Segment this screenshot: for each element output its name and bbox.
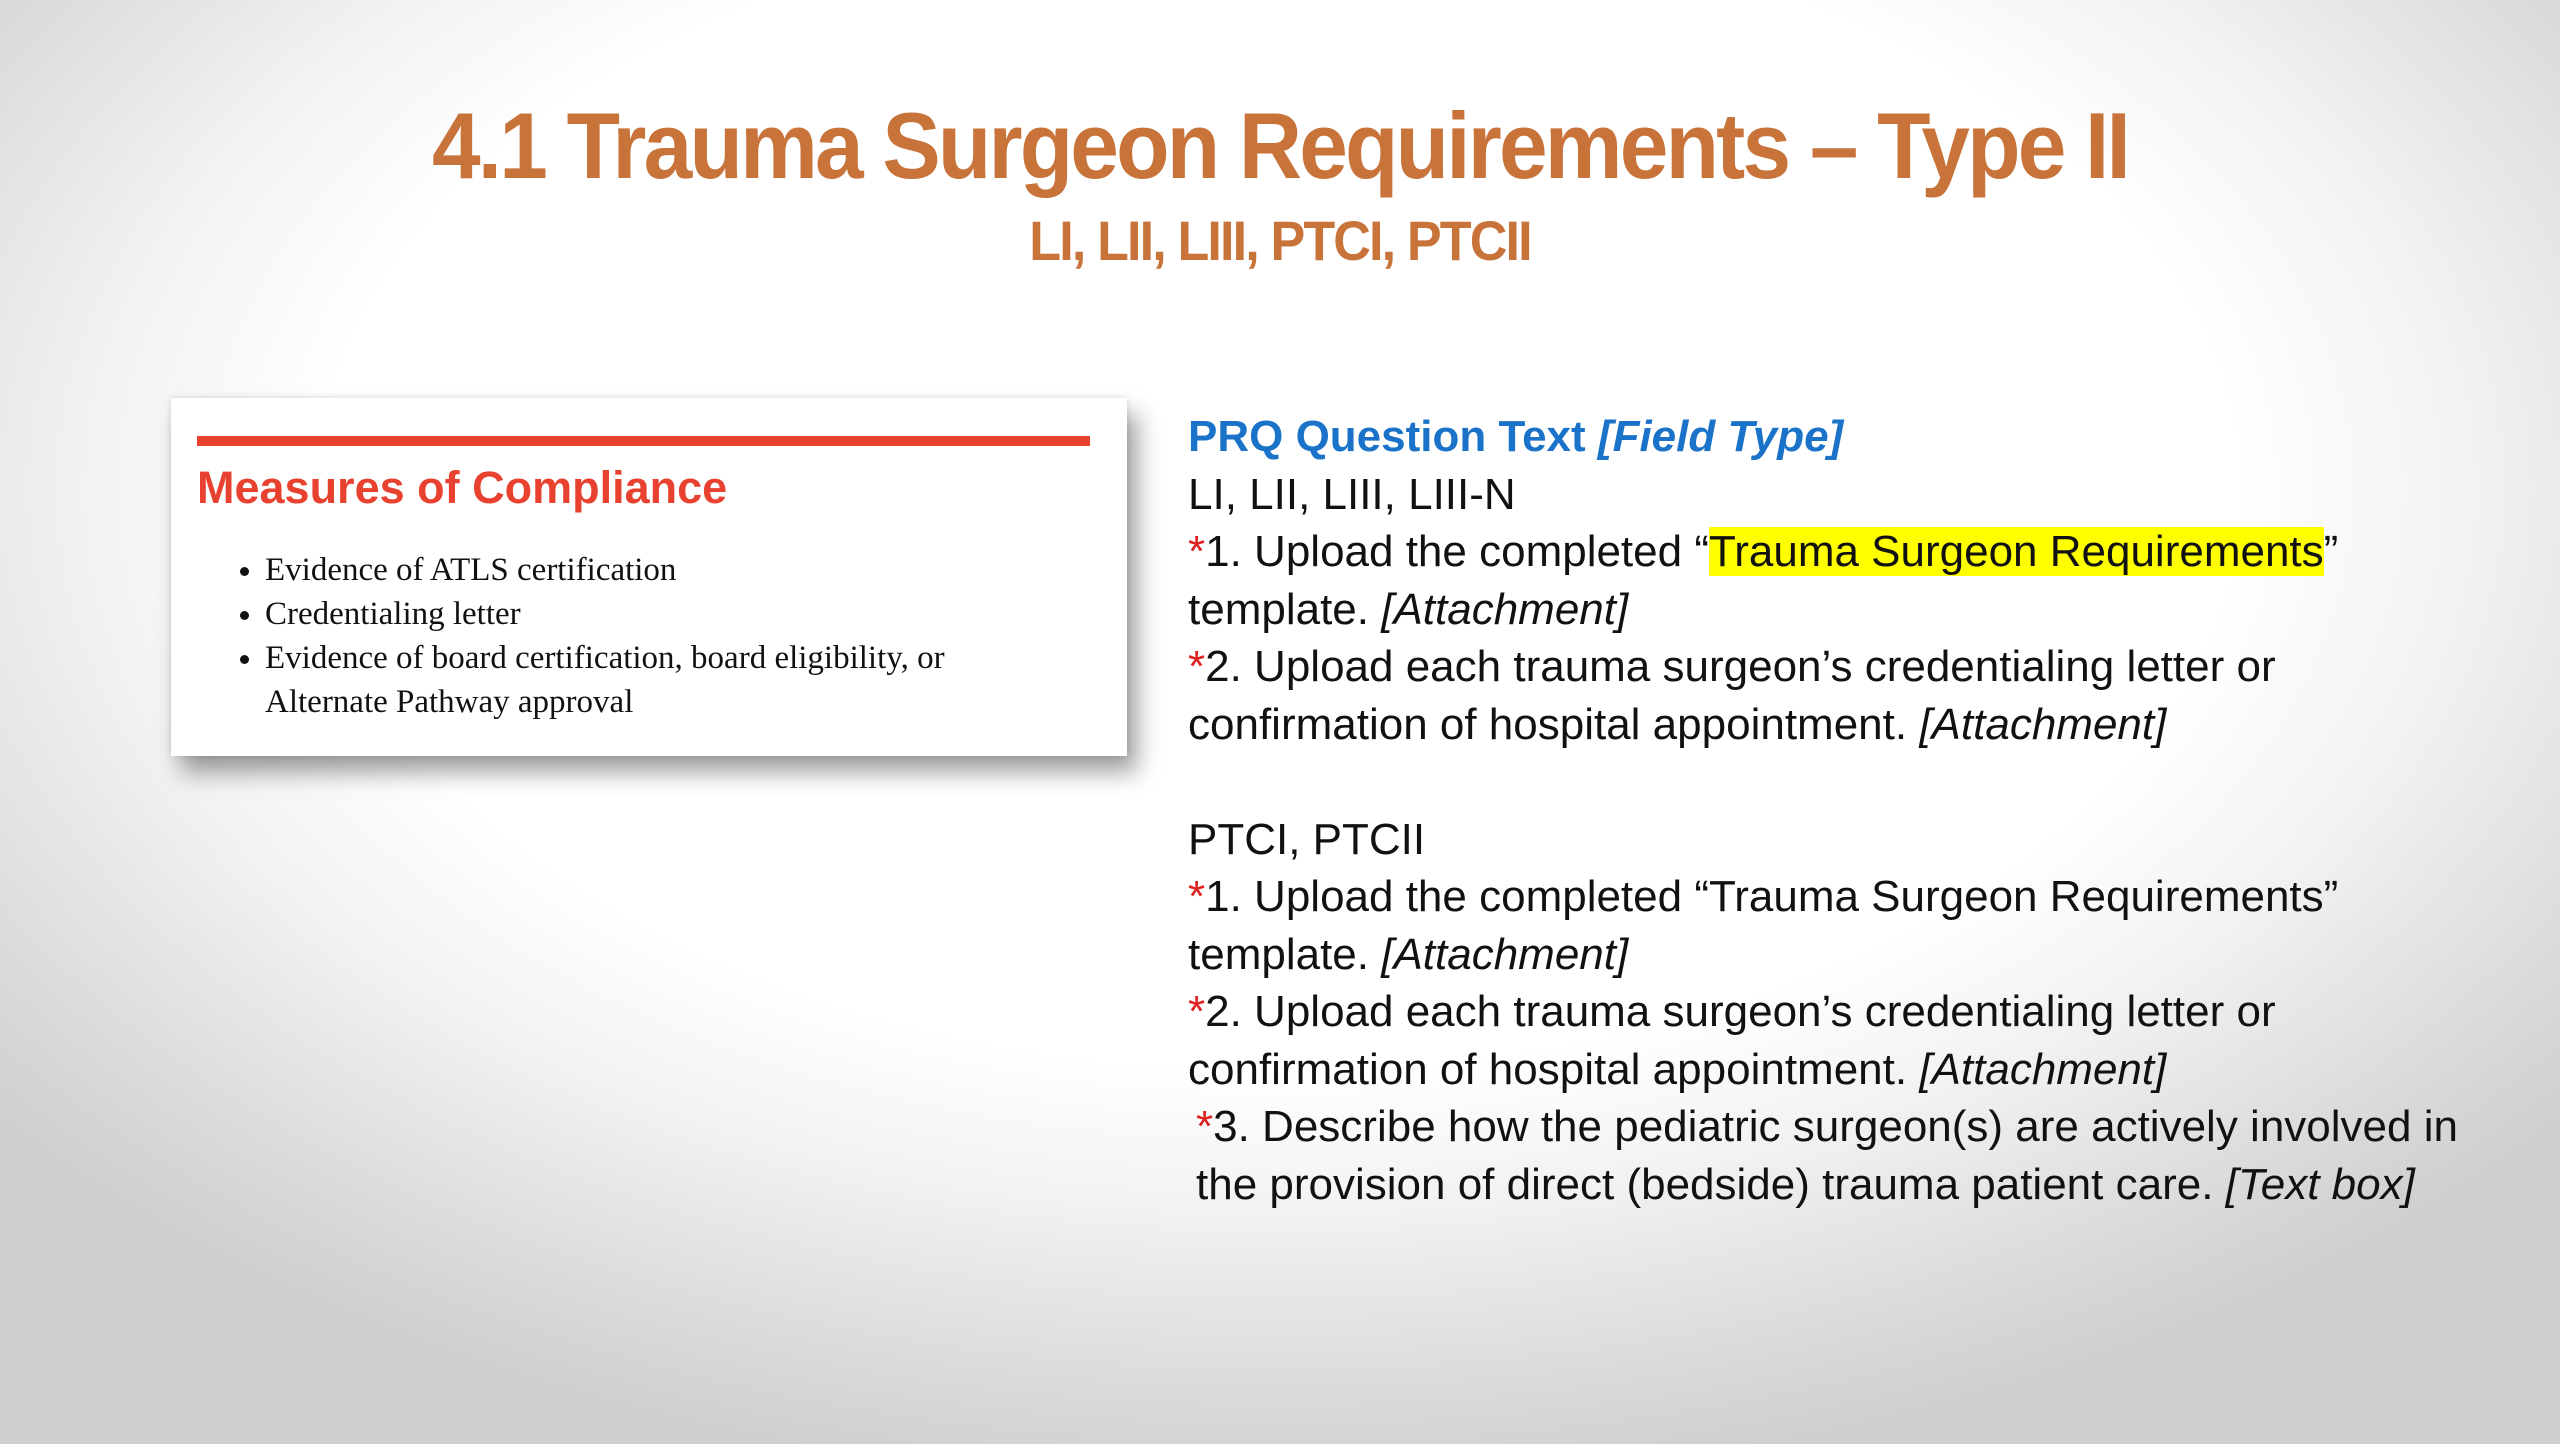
field-type: [Attachment]: [1381, 584, 1629, 634]
question-text-end: ”: [2323, 527, 2339, 576]
prq-header: [1188, 408, 2508, 466]
field-type: [Attachment]: [1919, 1044, 2167, 1094]
card-accent-rule: [197, 436, 1090, 446]
required-marker: *: [1188, 987, 1206, 1036]
measures-of-compliance-card: [171, 398, 1127, 756]
group2-question-2: [1188, 983, 2508, 1098]
compliance-list: [231, 548, 1045, 724]
question-text-line2: template.: [1188, 584, 1369, 634]
field-type: [Attachment]: [1919, 699, 2167, 749]
question-text: 2. Upload each trauma surgeon’s credentialing letter or confirmation of hospital appointment.: [1188, 987, 2276, 1094]
group2-question-3: [1188, 1098, 2508, 1213]
group1-question-2: [1188, 638, 2508, 753]
prq-header-field-type: [Field Type]: [1597, 412, 1844, 461]
slide-subtitle: LI, LII, LIII, PTCI, PTCII: [1029, 209, 1531, 272]
question-text: 2. Upload each trauma surgeon’s credentialing letter or confirmation of hospital appointment.: [1188, 642, 2276, 749]
question-text: 3. Describe how the pediatric surgeon(s) are actively involved in the provision of direct (bedside) trauma patient care.: [1196, 1102, 2458, 1209]
field-type: [Text box]: [2225, 1159, 2415, 1209]
group1-levels: LI, LII, LIII, LIII-N: [1188, 469, 1516, 519]
compliance-item: • Evidence of board certification, board eligibility, or Alternate Pathway approval: [265, 636, 1045, 724]
required-marker: *: [1188, 872, 1206, 921]
group1-question-1: [1188, 523, 2508, 638]
card-heading: Measures of Compliance: [197, 462, 728, 513]
field-type: [Attachment]: [1381, 929, 1629, 979]
required-marker: *: [1196, 1102, 1214, 1151]
group2-question-1: [1188, 868, 2508, 983]
slide-title: 4.1 Trauma Surgeon Requirements – Type II: [431, 93, 2129, 198]
compliance-item: • Credentialing letter: [265, 592, 1045, 636]
prq-header-text: PRQ Question Text: [1188, 412, 1586, 461]
prq-question-block: [1188, 408, 2508, 1213]
question-text: 1. Upload the completed “Trauma Surgeon Requirements” template.: [1188, 872, 2339, 979]
question-text: 1. Upload the completed “: [1205, 527, 1709, 576]
spacer: [1188, 753, 2508, 811]
compliance-item: • Evidence of ATLS certification: [265, 548, 1045, 592]
highlighted-template-name: Trauma Surgeon Requirements: [1708, 527, 2324, 576]
required-marker: *: [1188, 642, 1206, 691]
group2-levels: PTCI, PTCII: [1188, 814, 1426, 864]
required-marker: *: [1188, 527, 1206, 576]
